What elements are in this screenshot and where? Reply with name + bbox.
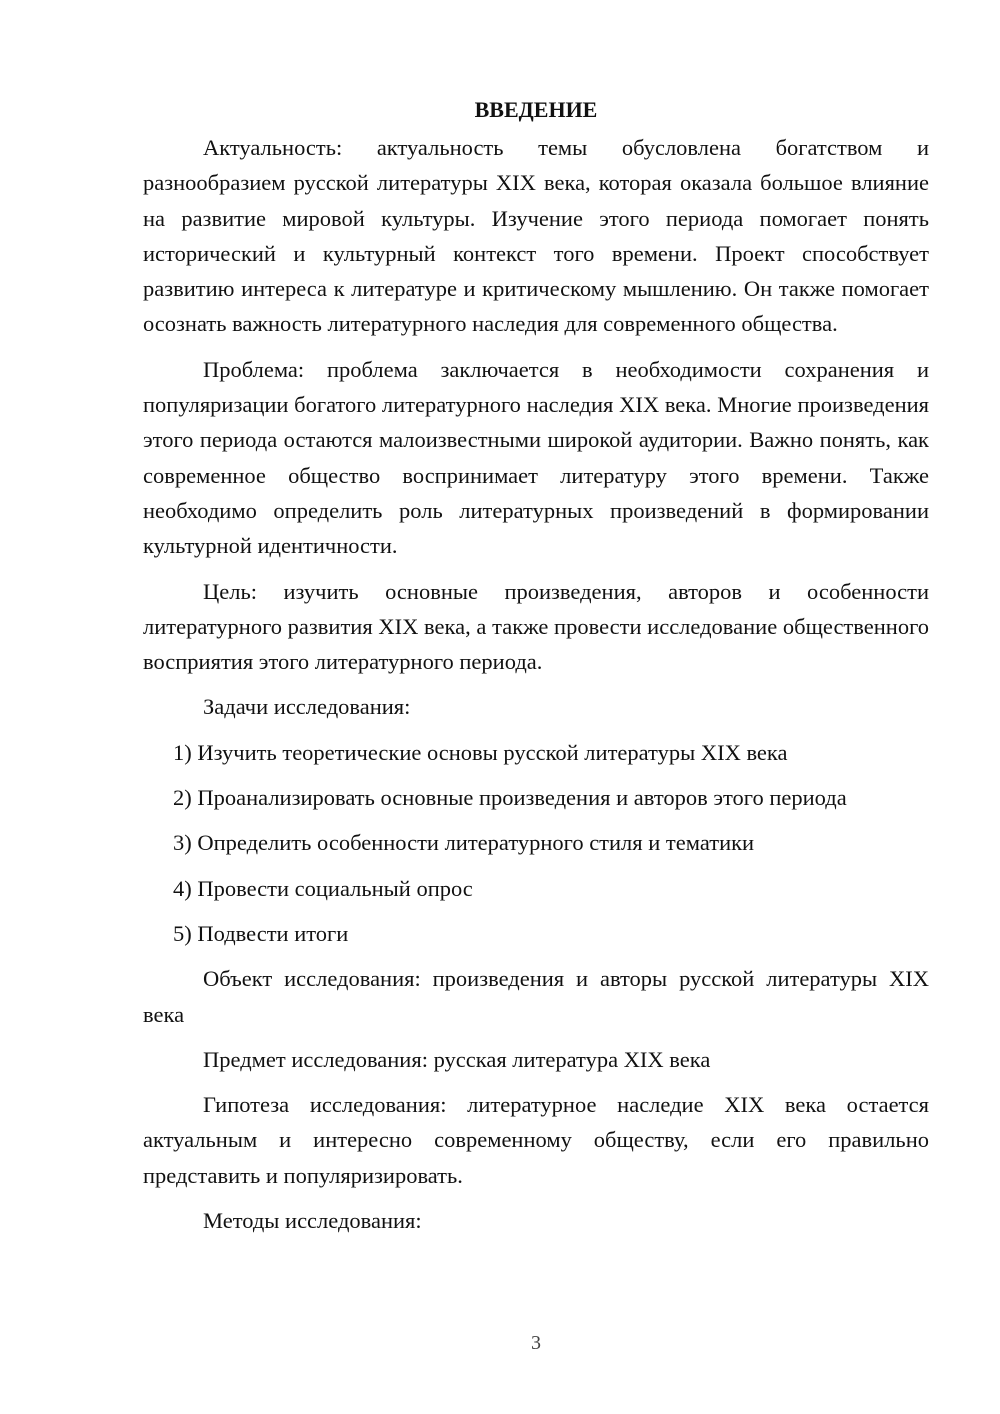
page-number: 3	[531, 1332, 541, 1354]
task-item: 3) Определить особенности литературного стиля и тематики	[173, 830, 755, 856]
task-item: 5) Подвести итоги	[173, 920, 349, 946]
methods-paragraph: Методы исследования:	[203, 1208, 422, 1234]
subject-paragraph: Предмет исследования: русская литература XIX века	[203, 1046, 711, 1072]
task-item: 4) Провести социальный опрос	[173, 875, 473, 901]
task-item: 1) Изучить теоретические основы русской литературы XIX века	[173, 739, 788, 765]
goal-paragraph: Цель: изучить основные произведения, авторов и особенности литературного развития XIX века, а также провести исследование общественного восприятия этого литературного периода.	[143, 578, 929, 675]
document-page	[143, 92, 929, 1248]
problem-paragraph: Проблема: проблема заключается в необходимости сохранения и популяризации богатого литературного наследия XIX века. Многие произведения этого периода остаются малоизвестными широкой аудитории. Важно понять, как современное общество воспринимает литературу этого времени. Также необходимо определить роль литературных произведений в формировании культурной идентичности.	[143, 356, 929, 559]
tasks-title: Задачи исследования:	[203, 694, 411, 720]
hypothesis-paragraph: Гипотеза исследования: литературное наследие XIX века остается актуальным и интересно современному обществу, если его правильно представить и популяризировать.	[143, 1092, 929, 1188]
relevance-paragraph: Актуальность: актуальность темы обусловлена богатством и разнообразием русской литературы XIX века, которая оказала большое влияние на развитие мировой культуры. Изучение этого периода помогает понять исторический и культурный контекст того времени. Проект способствует развитию интереса к литературе и критическому мышлению. Он также помогает осознать важность литературного наследия для современного общества.	[143, 135, 929, 337]
object-paragraph: Объект исследования: произведения и авторы русской литературы XIX века	[143, 966, 929, 1027]
task-item: 2) Проанализировать основные произведения и авторов этого периода	[173, 785, 847, 811]
section-heading: ВВЕДЕНИЕ	[474, 97, 598, 122]
tasks-list	[143, 735, 929, 951]
